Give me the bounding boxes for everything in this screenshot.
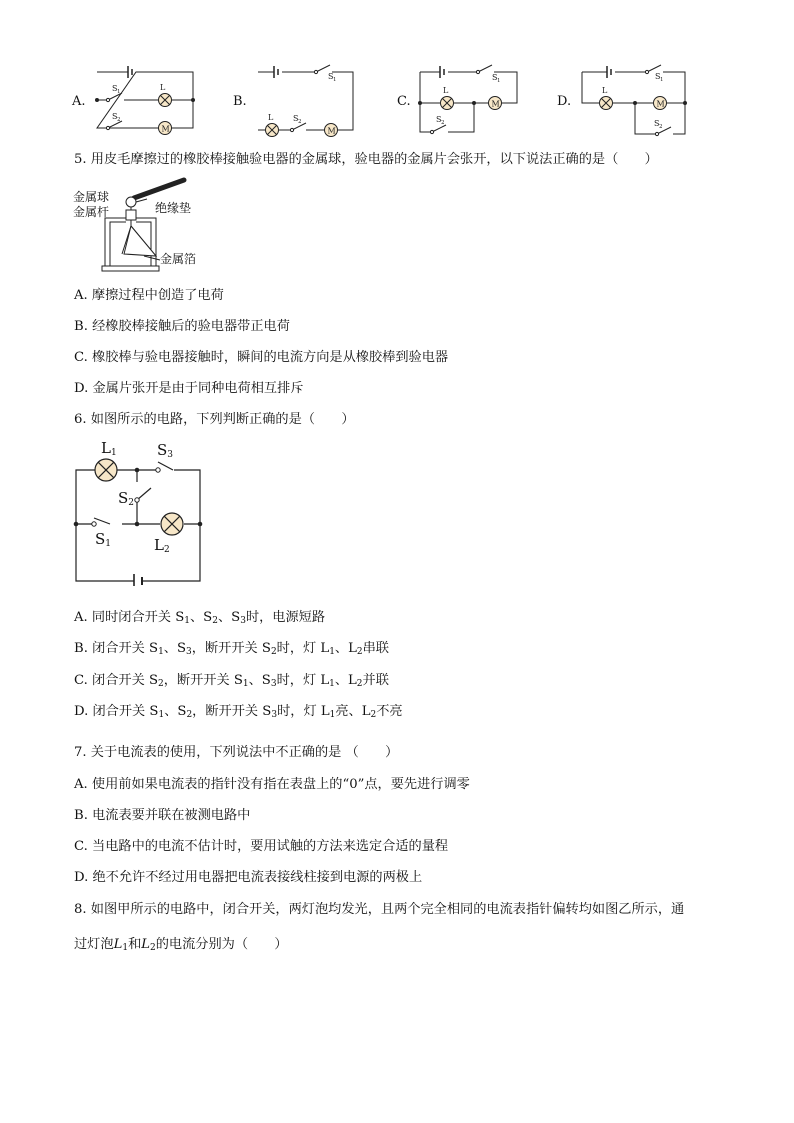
svg-text:L: L: [602, 86, 608, 95]
circuit-diagram-d: [575, 62, 689, 138]
question-8-stem-line1: 8. 如图甲所示的电路中，闭合开关，两灯泡均发光，且两个完全相同的电流表指针偏转均如图乙所示，通: [74, 902, 685, 917]
svg-text:2: 2: [117, 117, 121, 123]
q5-option-c: C. 橡胶棒与验电器接触时，瞬间的电流方向是从橡胶棒到验电器: [74, 350, 449, 365]
svg-text:1: 1: [660, 77, 664, 83]
question-5-stem: 5. 用皮毛摩擦过的橡胶棒接触验电器的金属球，验电器的金属片会张开，以下说法正确的是（ ）: [74, 152, 658, 167]
svg-text:S: S: [655, 72, 661, 81]
q6-option-a: A. 同时闭合开关 $S_1$、$S_2$、$S_3$时，电源短路: [74, 610, 326, 626]
q5-option-a: A. 摩擦过程中创造了电荷: [74, 288, 224, 303]
circuit-diagram-b: [252, 62, 360, 138]
label-insulating-pad: 绝缘垫: [155, 201, 192, 215]
q6-option-c: C. 闭合开关 $S_2$，断开开关 $S_1$、$S_3$时，灯 $L_1$、$L_2$并联: [74, 673, 389, 689]
option-label: B.: [233, 94, 247, 109]
svg-text:L: L: [268, 113, 274, 122]
circuit-diagram-c: [414, 62, 526, 138]
option-label: A.: [72, 94, 86, 109]
motor-icon: [325, 124, 338, 137]
lamp-icon: [266, 124, 279, 137]
svg-text:S: S: [654, 119, 660, 128]
svg-text:S: S: [112, 112, 118, 121]
circuit-diagram-a: [90, 62, 200, 138]
motor-icon: [489, 97, 502, 110]
svg-text:M: M: [656, 99, 665, 109]
option-label: C.: [397, 94, 411, 109]
q6-option-d: D. 闭合开关 $S_1$、$S_2$，断开开关 $S_3$时，灯 $L_1$亮、$L_2$不亮: [74, 704, 403, 720]
q7-option-b: B. 电流表要并联在被测电路中: [74, 808, 251, 823]
svg-text:S: S: [293, 114, 299, 123]
lamp-icon: [159, 94, 172, 107]
q6-option-b: B. 闭合开关 $S_1$、$S_3$，断开开关 $S_2$时，灯 $L_1$、$L_2$串联: [74, 641, 389, 657]
label-s2: $S_2$: [118, 489, 135, 508]
label-s1: $S_1$: [95, 530, 112, 549]
lamp-icon: [441, 97, 454, 110]
q5-option-b: B. 经橡胶棒接触后的验电器带正电荷: [74, 319, 290, 334]
svg-text:1: 1: [333, 77, 337, 83]
svg-text:S: S: [112, 84, 118, 93]
motor-icon: [654, 97, 667, 110]
label-metal-rod: 金属杆: [73, 205, 110, 219]
question-6-stem: 6. 如图所示的电路，下列判断正确的是（ ）: [74, 412, 355, 427]
svg-text:M: M: [327, 126, 336, 136]
svg-text:1: 1: [497, 78, 501, 84]
svg-text:S: S: [436, 115, 442, 124]
svg-text:S: S: [492, 73, 498, 82]
lamp-l2-icon: [161, 513, 183, 535]
q7-option-c: C. 当电路中的电流不估计时，要用试触的方法来选定合适的量程: [74, 839, 449, 854]
svg-text:S: S: [328, 72, 334, 81]
svg-text:M: M: [161, 124, 170, 134]
svg-text:1: 1: [117, 89, 121, 95]
q7-option-a: A. 使用前如果电流表的指针没有指在表盘上的“0”点，要先进行调零: [74, 777, 470, 792]
svg-text:2: 2: [659, 124, 663, 130]
q6-circuit-diagram: [70, 436, 210, 586]
question-8-stem-line2: 过灯泡$L_1$和$L_2$的电流分别为（ ）: [74, 937, 288, 953]
svg-text:M: M: [491, 99, 500, 109]
svg-text:2: 2: [441, 120, 445, 126]
label-l1: $L_1$: [101, 439, 117, 458]
svg-text:L: L: [443, 86, 449, 95]
lamp-icon: [600, 97, 613, 110]
question-7-stem: 7. 关于电流表的使用，下列说法中不正确的是 （ ）: [74, 745, 399, 760]
label-s3: $S_3$: [157, 441, 174, 460]
q7-option-d: D. 绝不允许不经过用电器把电流表接线柱接到电源的两极上: [74, 870, 423, 885]
label-l2: $L_2$: [154, 536, 170, 555]
motor-icon: [159, 122, 172, 135]
option-label: D.: [557, 94, 572, 109]
label-metal-foil: 金属箔: [160, 252, 197, 266]
svg-text:L: L: [160, 83, 166, 92]
lamp-l1-icon: [95, 459, 117, 481]
svg-text:2: 2: [298, 119, 302, 125]
label-metal-ball: 金属球: [73, 190, 110, 204]
q5-option-d: D. 金属片张开是由于同种电荷相互排斥: [74, 381, 304, 396]
